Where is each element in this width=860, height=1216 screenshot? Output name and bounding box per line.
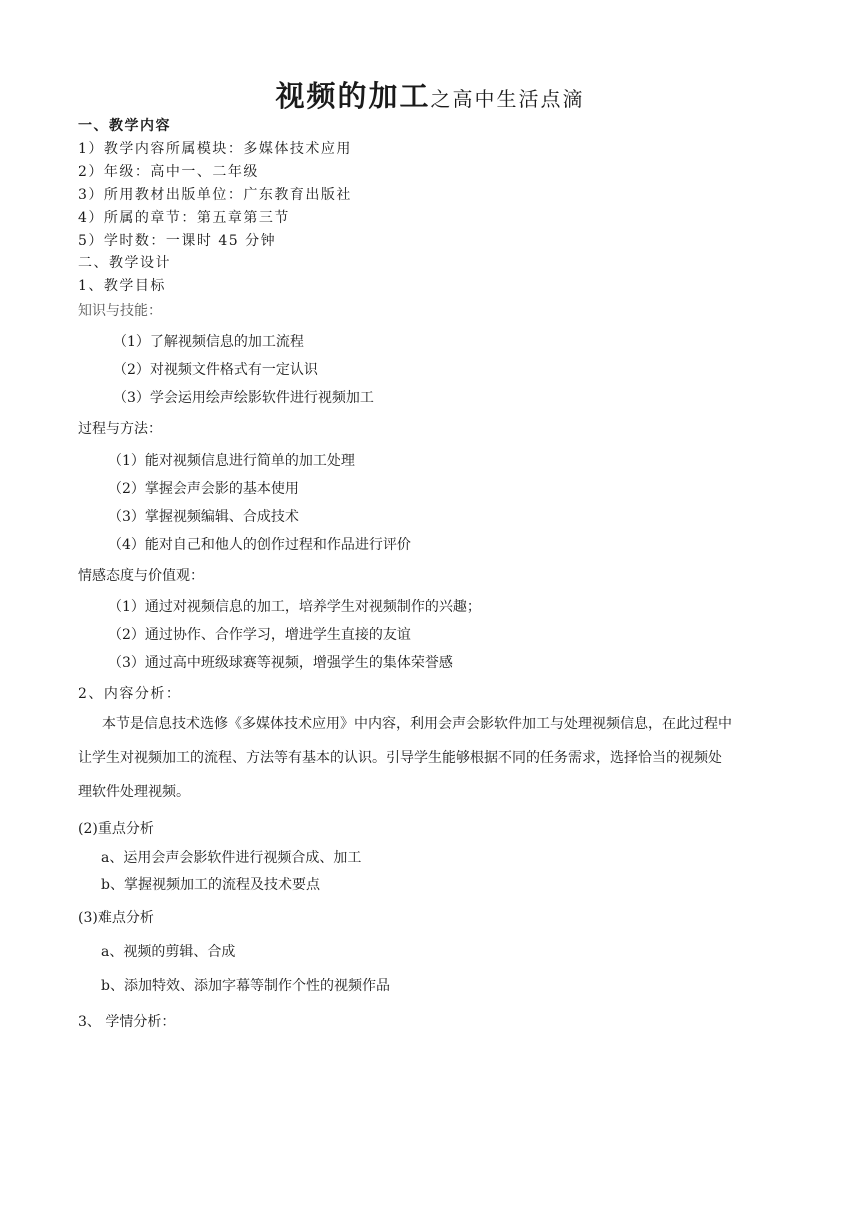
key-point-item: a、运用会声会影软件进行视频合成、加工: [101, 850, 362, 866]
goal-item: （1）能对视频信息进行简单的加工处理: [108, 453, 355, 469]
section-heading-teaching-design: 二、教学设计: [78, 255, 171, 271]
subheading-student-analysis: 3、 学情分析：: [78, 1014, 176, 1030]
goal-item: （3）掌握视频编辑、合成技术: [108, 509, 299, 525]
label-process-methods: 过程与方法：: [78, 421, 162, 437]
goal-item: （3）学会运用绘声绘影软件进行视频加工: [113, 390, 374, 406]
content-item: 3）所用教材出版单位：广东教育出版社: [78, 187, 352, 203]
goal-item: （1）了解视频信息的加工流程: [113, 334, 304, 350]
section-heading-teaching-content: 一、教学内容: [78, 118, 171, 134]
goal-item: （2）对视频文件格式有一定认识: [113, 362, 318, 378]
content-analysis-paragraph: [78, 707, 788, 809]
paragraph-line: 让学生对视频加工的流程、方法等有基本的认识。引导学生能够根据不同的任务需求，选择恰当的视频处: [78, 750, 722, 766]
content-item: 5）学时数：一课时 45 分钟: [78, 233, 277, 249]
goal-item: （2）通过协作、合作学习，增进学生直接的友谊: [108, 627, 411, 643]
subheading-teaching-goals: 1、教学目标: [78, 278, 166, 294]
content-item: 1）教学内容所属模块：多媒体技术应用: [78, 141, 352, 157]
content-item: 2）年级：高中一、二年级: [78, 164, 259, 180]
label-key-points: (2)重点分析: [78, 821, 154, 837]
paragraph-line: 理软件处理视频。: [78, 784, 190, 800]
goal-item: （2）掌握会声会影的基本使用: [108, 481, 299, 497]
difficult-point-item: b、添加特效、添加字幕等制作个性的视频作品: [101, 978, 390, 994]
key-point-item: b、掌握视频加工的流程及技术要点: [101, 877, 320, 893]
subheading-content-analysis: 2、内容分析：: [78, 686, 182, 702]
label-knowledge-skills: 知识与技能：: [78, 303, 162, 319]
paragraph-line: 本节是信息技术选修《多媒体技术应用》中内容，利用会声会影软件加工与处理视频信息，在此过程中: [102, 716, 732, 732]
difficult-point-item: a、视频的剪辑、合成: [101, 944, 236, 960]
label-emotion-values: 情感态度与价值观：: [78, 568, 204, 584]
label-difficult-points: (3)难点分析: [78, 910, 154, 926]
goal-item: （1）通过对视频信息的加工，培养学生对视频制作的兴趣；: [108, 599, 481, 615]
content-item: 4）所属的章节：第五章第三节: [78, 210, 290, 226]
title-main: 视频的加工: [275, 79, 431, 113]
goal-item: （3）通过高中班级球赛等视频，增强学生的集体荣誉感: [108, 655, 453, 671]
document-title: [0, 74, 860, 115]
title-subtitle: 之高中生活点滴: [430, 87, 585, 111]
goal-item: （4）能对自己和他人的创作过程和作品进行评价: [108, 537, 411, 553]
